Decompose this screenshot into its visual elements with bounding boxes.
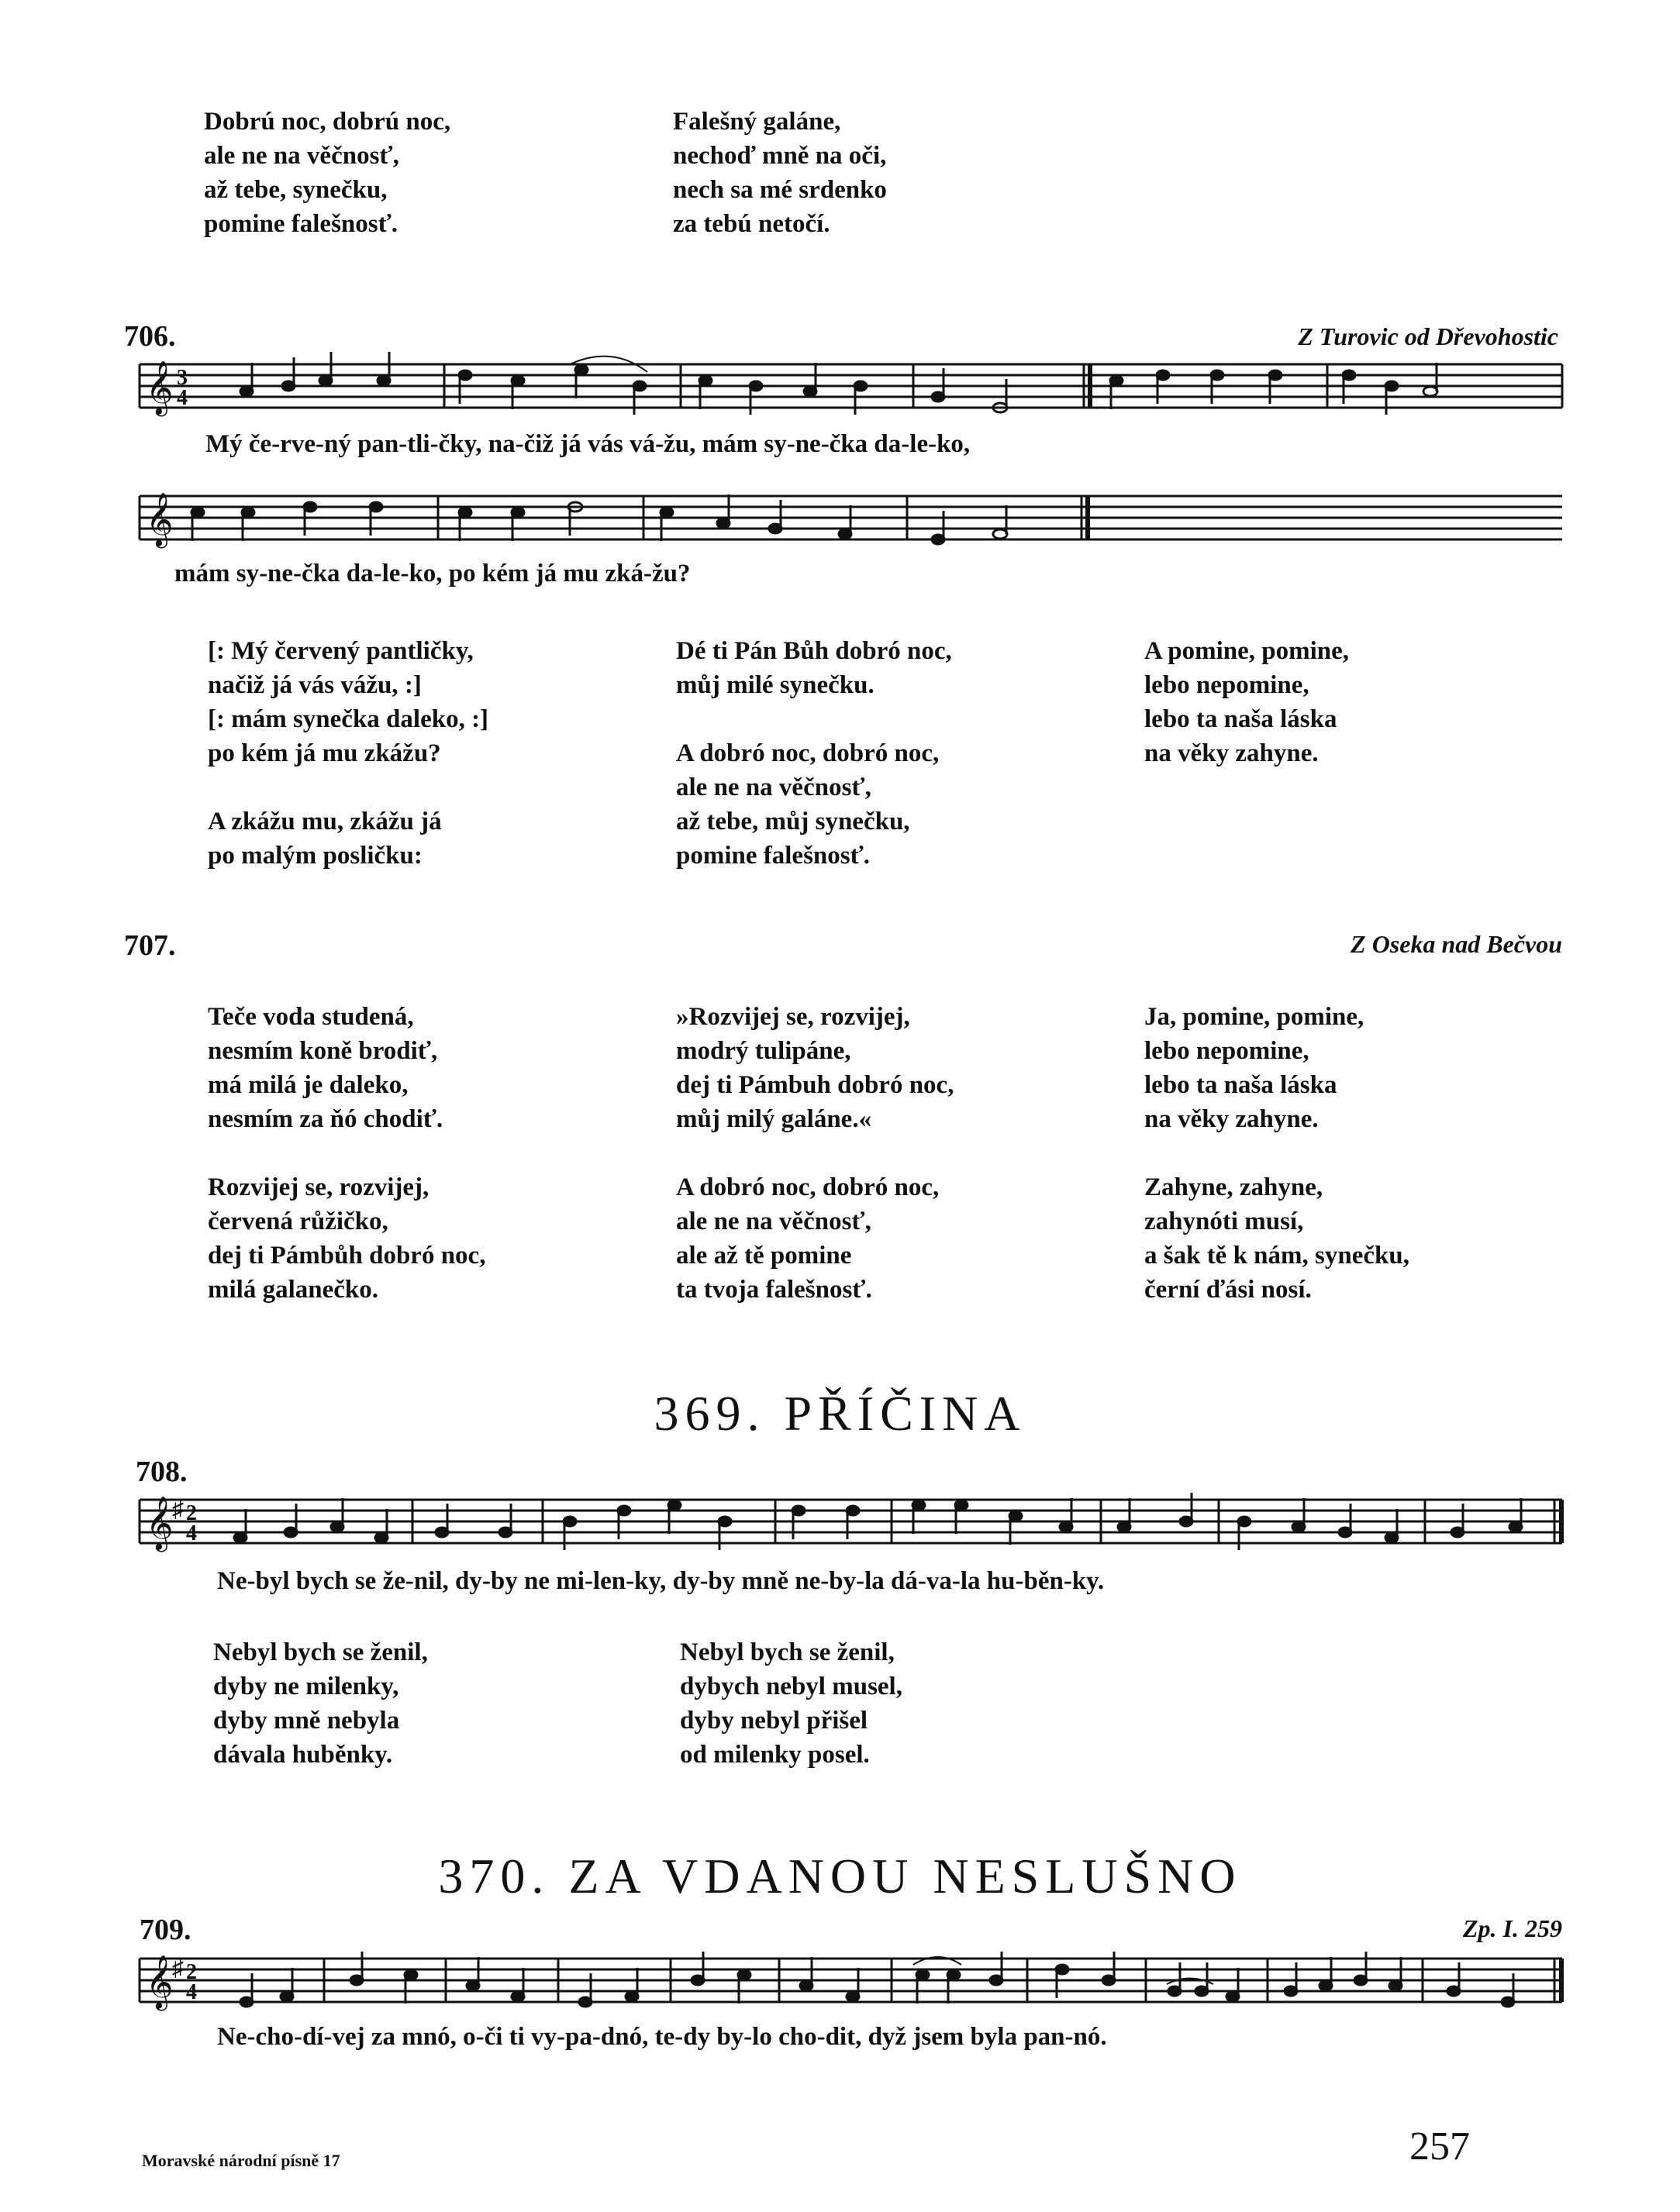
book-title-footer: Moravské národní písně 17: [142, 2151, 340, 2170]
verse-line: Dobrú noc, dobrú noc,: [204, 108, 451, 136]
verse-line: a šak tě k nám, synečku,: [1144, 1242, 1409, 1270]
verse-line: ale ne na věčnosť,: [676, 774, 871, 801]
song-number-709: 709.: [140, 1914, 191, 1946]
verse-line: dyby mně nebyla: [213, 1707, 400, 1735]
verse-line: nechoď mně na oči,: [673, 142, 887, 170]
verse-line: Rozvijej se, rozvijej,: [208, 1173, 429, 1201]
verse-line: Zahyne, zahyne,: [1144, 1173, 1323, 1201]
page-number: 257: [1409, 2124, 1470, 2169]
verse-707-col2: [676, 1000, 954, 1307]
verse-gap: [676, 1136, 954, 1170]
verse-line: milá galanečko.: [208, 1276, 378, 1304]
verse-line: od milenky posel.: [680, 1741, 870, 1769]
verse-gap: [676, 702, 952, 736]
lyrics-709: Ne-cho-dí-vej za mnó, o-či ti vy-pa-dnó, te-dy by-lo cho-dit, dyž jsem byla pan-nó.: [217, 2023, 1107, 2051]
svg-text:2: 2: [186, 1501, 197, 1525]
song-number-708: 708.: [136, 1456, 188, 1488]
verse-line: po malým posličku:: [208, 842, 423, 870]
song-number-706: 706.: [124, 320, 176, 353]
verse-line: A pomine, pomine,: [1144, 637, 1350, 665]
verse-line: nech sa mé srdenko: [673, 176, 887, 204]
verse-line: můj milé synečku.: [676, 671, 874, 699]
verse-706-col3: [1144, 634, 1349, 770]
verse-line: dyby ne milenky,: [213, 1673, 399, 1700]
svg-text:𝄞: 𝄞: [146, 360, 174, 415]
verse-line: ta tvoja falešnosť.: [676, 1276, 872, 1304]
verse-line: můj milý galáne.«: [676, 1105, 872, 1133]
verse-line: dej ti Pámbůh dobró noc,: [208, 1242, 486, 1270]
verse-line: Ja, pomine, pomine,: [1144, 1003, 1364, 1031]
lyrics-706-line2: mám sy-ne-čka da-le-ko, po kém já mu zká-žu?: [174, 560, 691, 587]
svg-text:2: 2: [186, 1960, 197, 1984]
verse-line: A zkážu mu, zkážu já: [208, 808, 442, 836]
svg-text:4: 4: [186, 1980, 197, 2004]
verse-line: Dé ti Pán Bůh dobró noc,: [676, 637, 952, 665]
verse-line: za tebú netočí.: [673, 210, 830, 238]
verse-line: po kém já mu zkážu?: [208, 739, 441, 767]
verse-line: Nebyl bych se ženil,: [680, 1638, 895, 1666]
verse-line: načiž já vás vážu, :]: [208, 671, 422, 699]
verse-line: nesmím za ňó chodiť.: [208, 1105, 443, 1133]
song-source-709: Zp. I. 259: [1463, 1914, 1562, 1942]
svg-text:4: 4: [186, 1521, 197, 1545]
song-source-706: Z Turovic od Dřevohostic: [1298, 322, 1558, 350]
verse-line: lebo nepomine,: [1144, 671, 1309, 699]
staff-709: [140, 1952, 1562, 2010]
verse-707-col1: [208, 1000, 485, 1307]
verse-line: [: Mý červený pantličky,: [208, 637, 474, 665]
verse-708-col2: [680, 1635, 902, 1772]
verse-line: A dobró noc, dobró noc,: [676, 739, 940, 767]
verse-line: Falešný galáne,: [673, 108, 841, 136]
verse-line: [: mám synečka daleko, :]: [208, 705, 489, 733]
verse-line: Teče voda studená,: [208, 1003, 414, 1031]
svg-text:4: 4: [177, 386, 188, 410]
verse-line: černí ďási nosí.: [1144, 1276, 1312, 1304]
section-heading-370: 370. ZA VDANOU NESLUŠNO: [438, 1849, 1242, 1904]
verse-gap: [1144, 1136, 1409, 1170]
verse-line: »Rozvijej se, rozvijej,: [676, 1003, 910, 1031]
svg-text:3: 3: [177, 366, 188, 390]
verse-line: pomine falešnosť.: [676, 842, 871, 870]
staff-708: [140, 1493, 1562, 1552]
verse-gap: [208, 1136, 485, 1170]
verse-line: lebo nepomine,: [1144, 1037, 1309, 1065]
verse-706-col2: [676, 634, 952, 873]
verse-line: pomine falešnosť.: [204, 210, 398, 238]
verse-line: A dobró noc, dobró noc,: [676, 1173, 940, 1201]
verse-line: červená růžičko,: [208, 1208, 388, 1235]
staff-706-1: [140, 352, 1562, 416]
verse-line: na věky zahyne.: [1144, 1105, 1319, 1133]
lyrics-706-line1: Mý če-rve-ný pan-tli-čky, na-čiž já vás vá-žu, mám sy-ne-čka da-le-ko,: [205, 430, 971, 458]
verse-line: ale až tě pomine: [676, 1242, 852, 1270]
svg-text:𝄞: 𝄞: [146, 1955, 174, 2009]
verse-line: lebo ta naša láska: [1144, 705, 1337, 733]
verse-line: Nebyl bych se ženil,: [213, 1638, 428, 1666]
verse-line: ale ne na věčnosť,: [676, 1208, 871, 1235]
lyrics-708: Ne-byl bych se že-nil, dy-by ne mi-len-ky, dy-by mně ne-by-la dá-va-la hu-běn-ky.: [217, 1567, 1105, 1595]
verse-707-col3: [1144, 1000, 1409, 1307]
verse-line: lebo ta naša láska: [1144, 1071, 1337, 1099]
svg-text:𝄞: 𝄞: [146, 1496, 174, 1550]
svg-text:♯: ♯: [172, 1497, 184, 1522]
verse-line: až tebe, můj synečku,: [676, 808, 910, 836]
verse-line: zahynóti musí,: [1144, 1208, 1304, 1235]
verse-line: modrý tulipáne,: [676, 1037, 851, 1065]
verse-line: ale ne na věčnosť,: [204, 142, 399, 170]
staff-706-2: [140, 492, 1562, 548]
verse-line: dej ti Pámbuh dobró noc,: [676, 1071, 954, 1099]
verse-706-col1: [208, 634, 488, 873]
verse-line: má milá je daleko,: [208, 1071, 409, 1099]
song-number-707: 707.: [124, 929, 176, 962]
verse-708-col1: [213, 1635, 428, 1772]
svg-text:𝄞: 𝄞: [146, 492, 174, 546]
verse-line: až tebe, synečku,: [204, 176, 388, 204]
song-source-707: Z Oseka nad Bečvou: [1351, 930, 1562, 958]
verse-line: na věky zahyne.: [1144, 739, 1319, 767]
section-heading-369: 369. PŘÍČINA: [654, 1386, 1026, 1441]
svg-text:♯: ♯: [172, 1955, 184, 1981]
verse-line: dybych nebyl musel,: [680, 1673, 902, 1700]
verse-gap: [208, 770, 488, 805]
verse-line: nesmím koně brodiť,: [208, 1037, 438, 1065]
verse-line: dávala huběnky.: [213, 1741, 393, 1769]
verse-line: dyby nebyl přišel: [680, 1707, 868, 1735]
